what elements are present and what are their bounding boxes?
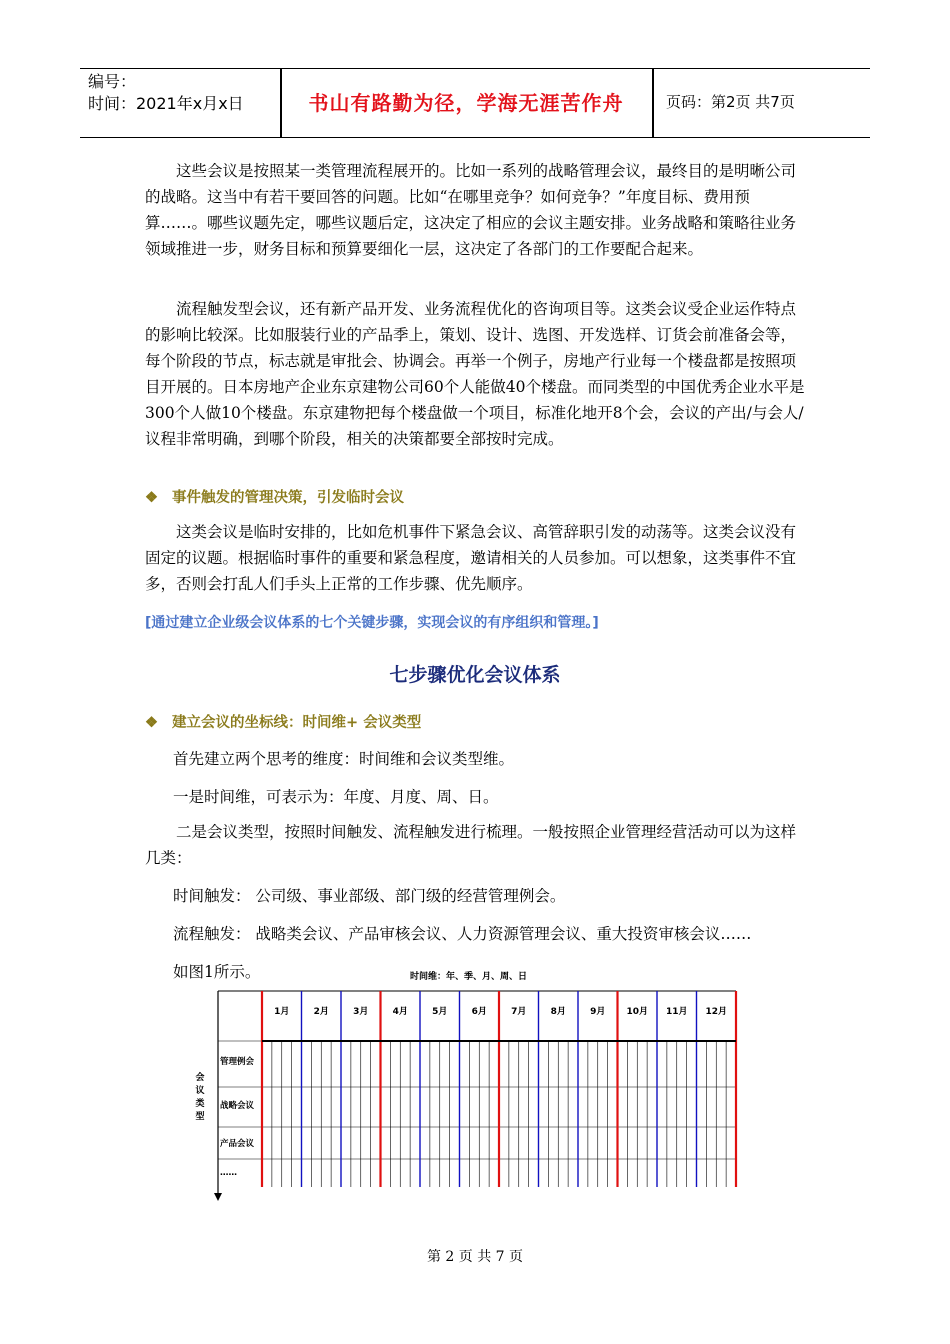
month-label: 12月 xyxy=(705,1007,728,1017)
row-label: 产品会议 xyxy=(220,1139,255,1149)
month-label: 6月 xyxy=(471,1007,487,1017)
row-label: 战略会议 xyxy=(220,1101,255,1111)
month-label: 4月 xyxy=(392,1007,408,1017)
y-axis-label-char: 议 xyxy=(195,1086,205,1096)
month-label: 8月 xyxy=(550,1007,566,1017)
month-label: 11月 xyxy=(665,1007,688,1017)
header-divider xyxy=(652,69,654,137)
page-footer: 第 2 页 共 7 页 xyxy=(426,1249,524,1265)
y-axis-label-char: 型 xyxy=(195,1112,205,1122)
diamond-bullet-icon: ❖ xyxy=(145,489,158,506)
bullet-heading-2: ❖ 建立会议的坐标线：时间维+ 会议类型 xyxy=(145,714,422,731)
time-label: 时间：2021年x月x日 xyxy=(88,94,244,113)
paragraph-2: 流程触发型会议，还有新产品开发、业务流程优化的咨询项目等。这类会议受企业运作特点的影响比较深。比如服装行业的产品季上，策划、设计、选图、开发选样、订货会前准备会等，每个阶段的节点，标志就是审批会、协调会。再举一个例子，房地产行业每一个楼盘都是按照项目开展的。日本房地产企业东京建物公司60个人能做40个楼盘。而同类型的中国优秀企业水平是300个人做10个楼盘。东京建物把每个楼盘做一个项目，标准化地开8个会，会议的产出/与会人/议程非常明确，到哪个阶段，相关的决策都要全部按时完成。 xyxy=(145,300,805,448)
paragraph-3: 这类会议是临时安排的，比如危机事件下紧急会议、高管辞职引发的动荡等。这类会议没有固定的议题。根据临时事件的重要和紧急程度，邀请相关的人员参加。可以想象，这类事件不宜多，否则会打乱人们手头上正常的工作步骤、优先顺序。 xyxy=(145,523,797,593)
summary-link[interactable]: [通过建立企业级会议体系的七个关键步骤，实现会议的有序组织和管理。] xyxy=(145,615,599,631)
month-label: 2月 xyxy=(313,1007,329,1017)
month-label: 5月 xyxy=(432,1007,448,1017)
paragraph-4: 二是会议类型，按照时间触发、流程触发进行梳理。一般按照企业管理经营活动可以为这样几类： xyxy=(145,823,797,867)
text-line: 一是时间维，可表示为：年度、月度、周、日。 xyxy=(173,788,499,806)
text-line: 流程触发： 战略类会议、产品审核会议、人力资源管理会议、重大投资审核会议…… xyxy=(173,925,752,943)
month-label: 10月 xyxy=(626,1007,649,1017)
meeting-matrix-figure xyxy=(180,965,760,1205)
month-label: 9月 xyxy=(590,1007,606,1017)
header-left-cell xyxy=(88,71,244,115)
text-line: 如图1所示。 xyxy=(173,963,261,981)
month-label: 7月 xyxy=(511,1007,527,1017)
paragraph-1: 这些会议是按照某一类管理流程展开的。比如一系列的战略管理会议，最终目的是明晰公司的战略。这当中有若干要回答的问题。比如“在哪里竞争？如何竞争？”年度目标、费用预算……。哪些议题先定，哪些议题后定，这决定了相应的会议主题安排。业务战略和策略往业务领域推进一步，财务目标和预算要细化一层，这决定了各部门的工作要配合起来。 xyxy=(145,162,797,258)
page-header xyxy=(80,68,870,138)
row-label: 管理例会 xyxy=(220,1057,255,1067)
y-axis-label-char: 类 xyxy=(195,1099,205,1109)
bullet-heading-1: ❖ 事件触发的管理决策，引发临时会议 xyxy=(145,489,404,506)
month-label: 3月 xyxy=(353,1007,369,1017)
month-label: 1月 xyxy=(274,1007,290,1017)
row-label: …… xyxy=(220,1168,237,1178)
y-axis-label-char: 会 xyxy=(195,1073,205,1083)
page-indicator: 页码：第2页 共7页 xyxy=(666,93,795,111)
y-axis-arrow-icon xyxy=(214,1193,222,1201)
number-label: 编号： xyxy=(88,72,137,91)
text-line: 首先建立两个思考的维度：时间维和会议类型维。 xyxy=(173,750,515,768)
header-motto: 书山有路勤为径，学海无涯苦作舟 xyxy=(308,91,624,115)
diamond-bullet-icon: ❖ xyxy=(145,714,158,731)
section-title: 七步骤优化会议体系 xyxy=(389,664,561,686)
text-line: 时间触发： 公司级、事业部级、部门级的经营管理例会。 xyxy=(173,887,566,905)
figure-title: 时间维：年、季、月、周、日 xyxy=(410,972,528,982)
